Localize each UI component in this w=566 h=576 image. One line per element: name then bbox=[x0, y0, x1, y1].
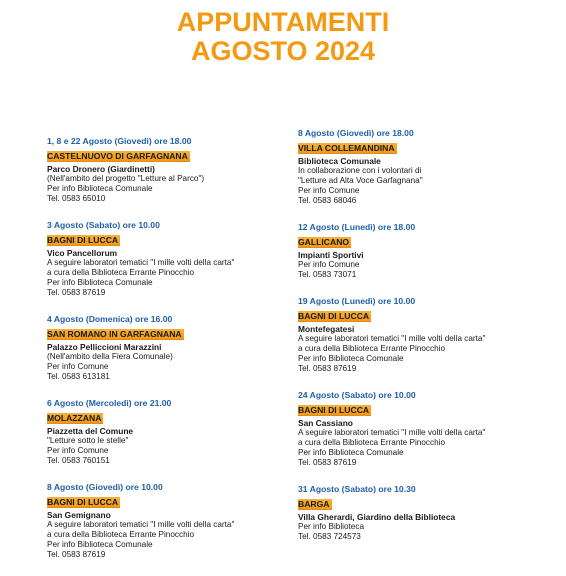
event-entry bbox=[298, 128, 538, 206]
event-entry bbox=[298, 222, 538, 280]
event-town: BAGNI DI LUCCA bbox=[298, 405, 370, 415]
page-subtitle: AGOSTO 2024 bbox=[190, 36, 376, 66]
event-detail-line: a cura della Biblioteca Errante Pinocchio bbox=[47, 530, 195, 539]
page-title: APPUNTAMENTI bbox=[176, 7, 390, 37]
event-venue: San Gemignano bbox=[47, 510, 111, 520]
event-town: SAN ROMANO IN GARFAGNANA bbox=[47, 329, 182, 339]
event-detail-line: Per info Comune bbox=[298, 260, 360, 269]
event-town: MOLAZZANA bbox=[47, 413, 102, 423]
event-detail-line: Per info Biblioteca Comunale bbox=[47, 278, 153, 287]
event-date: 8 Agosto (Giovedì) ore 10.00 bbox=[47, 482, 163, 492]
event-town: BAGNI DI LUCCA bbox=[298, 311, 370, 321]
event-town: BAGNI DI LUCCA bbox=[47, 235, 119, 245]
event-detail-line: Per info Biblioteca Comunale bbox=[298, 448, 404, 457]
event-detail-line: A seguire laboratori tematici "I mille volti della carta" bbox=[47, 520, 235, 529]
event-entry bbox=[47, 314, 287, 382]
event-detail-line: (Nell'ambito della Fiera Comunale) bbox=[47, 352, 173, 361]
event-detail-line: "Letture sotto le stelle" bbox=[47, 436, 129, 445]
event-town: CASTELNUOVO DI GARFAGNANA bbox=[47, 151, 188, 161]
event-town: VILLA COLLEMANDINA bbox=[298, 143, 395, 153]
event-date: 31 Agosto (Sabato) ore 10.30 bbox=[298, 484, 416, 494]
event-detail-line: A seguire laboratori tematici "I mille volti della carta" bbox=[47, 258, 235, 267]
event-detail-line: A seguire laboratori tematici "I mille volti della carta" bbox=[298, 428, 486, 437]
event-entry bbox=[47, 482, 287, 560]
event-date: 1, 8 e 22 Agosto (Giovedì) ore 18.00 bbox=[47, 136, 192, 146]
event-date: 4 Agosto (Domenica) ore 16.00 bbox=[47, 314, 173, 324]
event-detail-line: a cura della Biblioteca Errante Pinocchio bbox=[47, 268, 195, 277]
event-detail-line: (Nell'ambito del progetto "Letture al Parco") bbox=[47, 174, 205, 183]
event-date: 3 Agosto (Sabato) ore 10.00 bbox=[47, 220, 160, 230]
event-detail-line: Tel. 0583 73071 bbox=[298, 270, 357, 279]
event-detail-line: Tel. 0583 87619 bbox=[47, 550, 106, 559]
event-detail-line: In collaborazione con i volontari di bbox=[298, 166, 422, 175]
event-detail-line: Tel. 0583 87619 bbox=[298, 458, 357, 467]
event-venue: Villa Gherardi, Giardino della Biblioteca bbox=[298, 512, 456, 522]
right-events-column bbox=[298, 128, 538, 558]
event-detail-line: A seguire laboratori tematici "I mille volti della carta" bbox=[298, 334, 486, 343]
left-events-column bbox=[47, 136, 287, 576]
event-entry bbox=[47, 136, 287, 204]
region-label bbox=[44, 0, 92, 1]
event-town: BARGA bbox=[298, 499, 330, 509]
event-detail-line: "Letture ad Alta Voce Garfagnana" bbox=[298, 176, 423, 185]
event-date: 12 Agosto (Lunedì) ore 18.00 bbox=[298, 222, 416, 232]
event-entry bbox=[298, 390, 538, 468]
event-date: 8 Agosto (Giovedì) ore 18.00 bbox=[298, 128, 414, 138]
event-entry bbox=[47, 398, 287, 466]
event-detail-line: Per info Biblioteca Comunale bbox=[47, 540, 153, 549]
event-date: 6 Agosto (Mercoledì) ore 21.00 bbox=[47, 398, 172, 408]
event-detail-line: Tel. 0583 65010 bbox=[47, 194, 106, 203]
event-town: BAGNI DI LUCCA bbox=[47, 497, 119, 507]
event-town: GALLICANO bbox=[298, 237, 350, 247]
event-detail-line: Tel. 0583 68046 bbox=[298, 196, 357, 205]
event-date: 19 Agosto (Lunedì) ore 10.00 bbox=[298, 296, 416, 306]
event-venue: Montefegatesi bbox=[298, 324, 355, 334]
event-venue: Biblioteca Comunale bbox=[298, 156, 381, 166]
event-venue: Impianti Sportivi bbox=[298, 250, 364, 260]
event-detail-line: Per info Comune bbox=[47, 446, 109, 455]
event-venue: Palazzo Pelliccioni Marazzini bbox=[47, 342, 162, 352]
event-detail-line: Per info Comune bbox=[298, 186, 360, 195]
event-venue: Piazzetta del Comune bbox=[47, 426, 134, 436]
event-detail-line: Tel. 0583 760151 bbox=[47, 456, 110, 465]
event-detail-line: Tel. 0583 724573 bbox=[298, 532, 361, 541]
event-venue: Parco Dronero (Giardinetti) bbox=[47, 164, 155, 174]
event-entry bbox=[298, 296, 538, 374]
event-entry bbox=[298, 484, 538, 542]
event-detail-line: Per info Biblioteca Comunale bbox=[298, 354, 404, 363]
event-entry bbox=[47, 220, 287, 298]
event-detail-line: Tel. 0583 87619 bbox=[298, 364, 357, 373]
event-detail-line: Per info Biblioteca bbox=[298, 522, 364, 531]
event-detail-line: a cura della Biblioteca Errante Pinocchio bbox=[298, 344, 446, 353]
event-date: 24 Agosto (Sabato) ore 10.00 bbox=[298, 390, 416, 400]
event-detail-line: Per info Comune bbox=[47, 362, 109, 371]
event-venue: Vico Pancellorum bbox=[47, 248, 118, 258]
event-venue: San Cassiano bbox=[298, 418, 353, 428]
event-detail-line: Tel. 0583 613181 bbox=[47, 372, 110, 381]
event-detail-line: a cura della Biblioteca Errante Pinocchio bbox=[298, 438, 446, 447]
event-detail-line: Per info Biblioteca Comunale bbox=[47, 184, 153, 193]
event-detail-line: Tel. 0583 87619 bbox=[47, 288, 106, 297]
